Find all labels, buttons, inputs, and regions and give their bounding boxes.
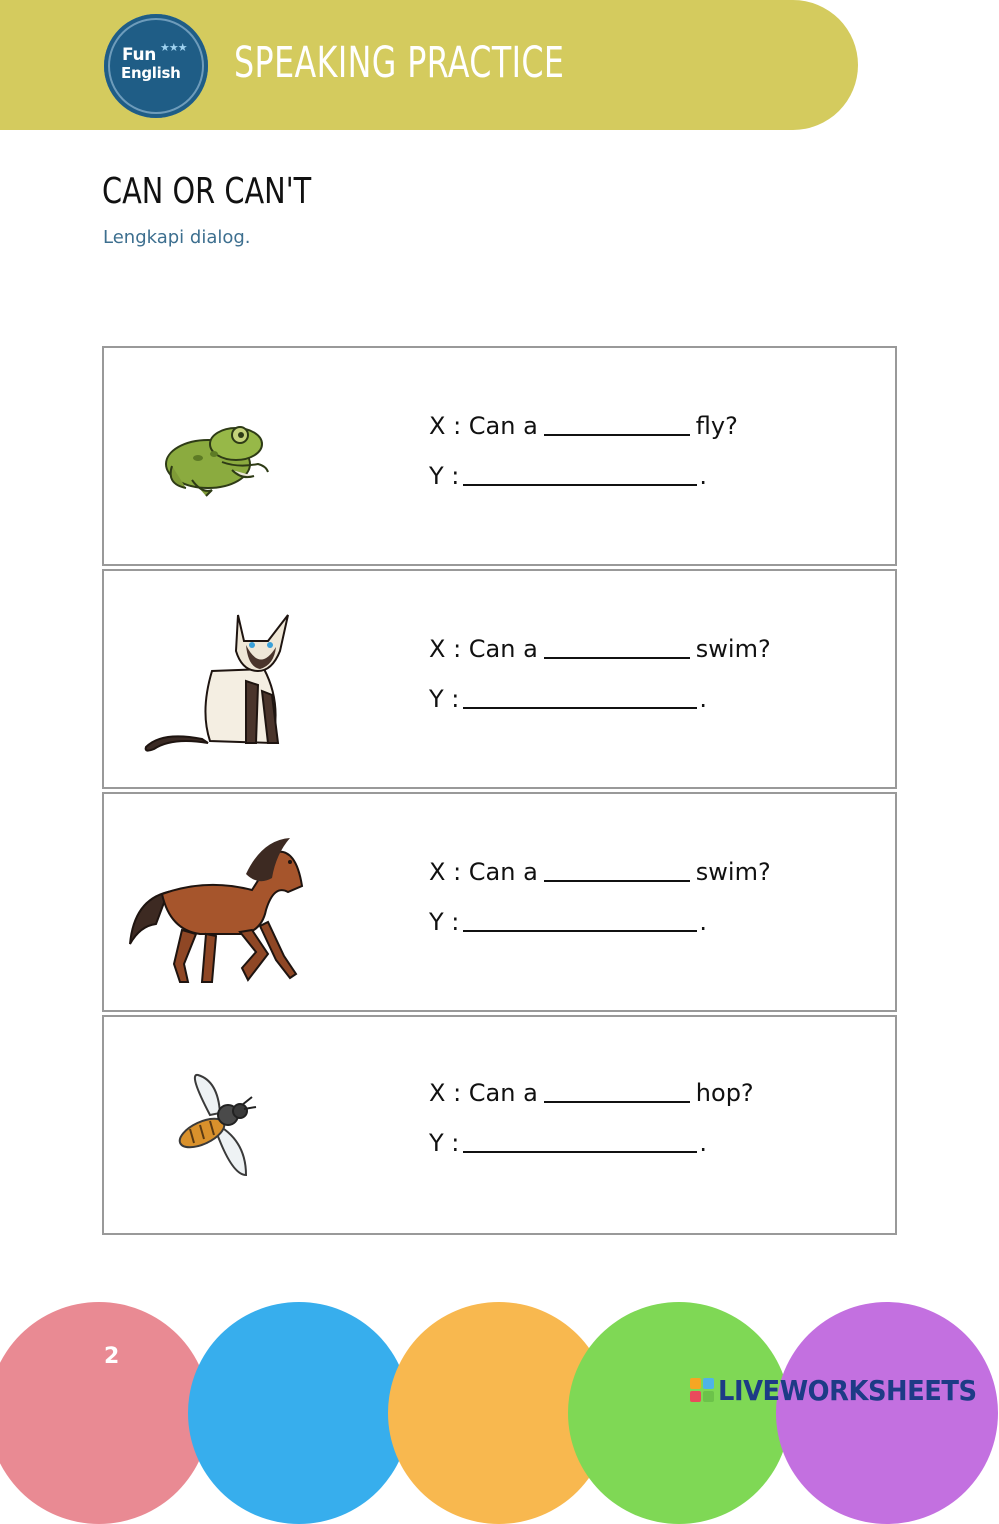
liveworksheets-text: LIVEWORKSHEETS [718, 1374, 977, 1407]
question-line [429, 412, 738, 440]
dialog-card-horse [102, 792, 897, 1012]
dialog-card-bee [102, 1015, 897, 1235]
footer-circle-green [568, 1302, 790, 1524]
footer-circle-blue [188, 1302, 410, 1524]
answer-line [429, 908, 707, 936]
answer-line [429, 685, 707, 713]
page-number: 2 [104, 1344, 120, 1369]
question-prefix: X : Can a [429, 858, 538, 886]
answer-blank-field[interactable] [463, 908, 697, 932]
animal-blank-field[interactable] [544, 858, 690, 882]
question-suffix: swim? [695, 858, 771, 886]
footer-circle-purple [776, 1302, 998, 1524]
fun-english-logo [104, 14, 208, 118]
bee-icon [176, 1071, 258, 1181]
answer-suffix: . [699, 1129, 708, 1157]
question-prefix: X : Can a [429, 1079, 538, 1107]
horse-icon [126, 834, 308, 986]
answer-blank-field[interactable] [463, 462, 697, 486]
instruction-text: Lengkapi dialog. [103, 227, 251, 248]
answer-prefix: Y : [429, 1129, 460, 1157]
answer-line [429, 1129, 707, 1157]
animal-blank-field[interactable] [544, 1079, 690, 1103]
question-suffix: swim? [695, 635, 771, 663]
answer-prefix: Y : [429, 908, 460, 936]
logo-text-fun: Fun [122, 45, 157, 65]
animal-blank-field[interactable] [544, 635, 690, 659]
question-prefix: X : Can a [429, 635, 538, 663]
section-title: CAN OR CAN'T [102, 171, 312, 212]
answer-suffix: . [699, 462, 708, 490]
liveworksheets-brand[interactable] [690, 1374, 999, 1407]
question-line [429, 635, 771, 663]
answer-blank-field[interactable] [463, 685, 697, 709]
answer-suffix: . [699, 908, 708, 936]
footer-circle-pink [0, 1302, 210, 1524]
logo-stars: ★★★ [160, 41, 187, 54]
logo-text-english: English [121, 64, 181, 82]
question-line [429, 1079, 754, 1107]
animal-blank-field[interactable] [544, 412, 690, 436]
liveworksheets-logo-icon [690, 1378, 716, 1404]
question-suffix: fly? [695, 412, 738, 440]
answer-prefix: Y : [429, 685, 460, 713]
question-line [429, 858, 771, 886]
dialog-card-cat [102, 569, 897, 789]
page-title: SPEAKING PRACTICE [234, 38, 565, 88]
cat-icon [142, 611, 292, 753]
answer-suffix: . [699, 685, 708, 713]
dialog-card-frog [102, 346, 897, 566]
question-prefix: X : Can a [429, 412, 538, 440]
answer-line [429, 462, 707, 490]
answer-prefix: Y : [429, 462, 460, 490]
question-suffix: hop? [695, 1079, 754, 1107]
frog-icon [162, 418, 272, 498]
answer-blank-field[interactable] [463, 1129, 697, 1153]
